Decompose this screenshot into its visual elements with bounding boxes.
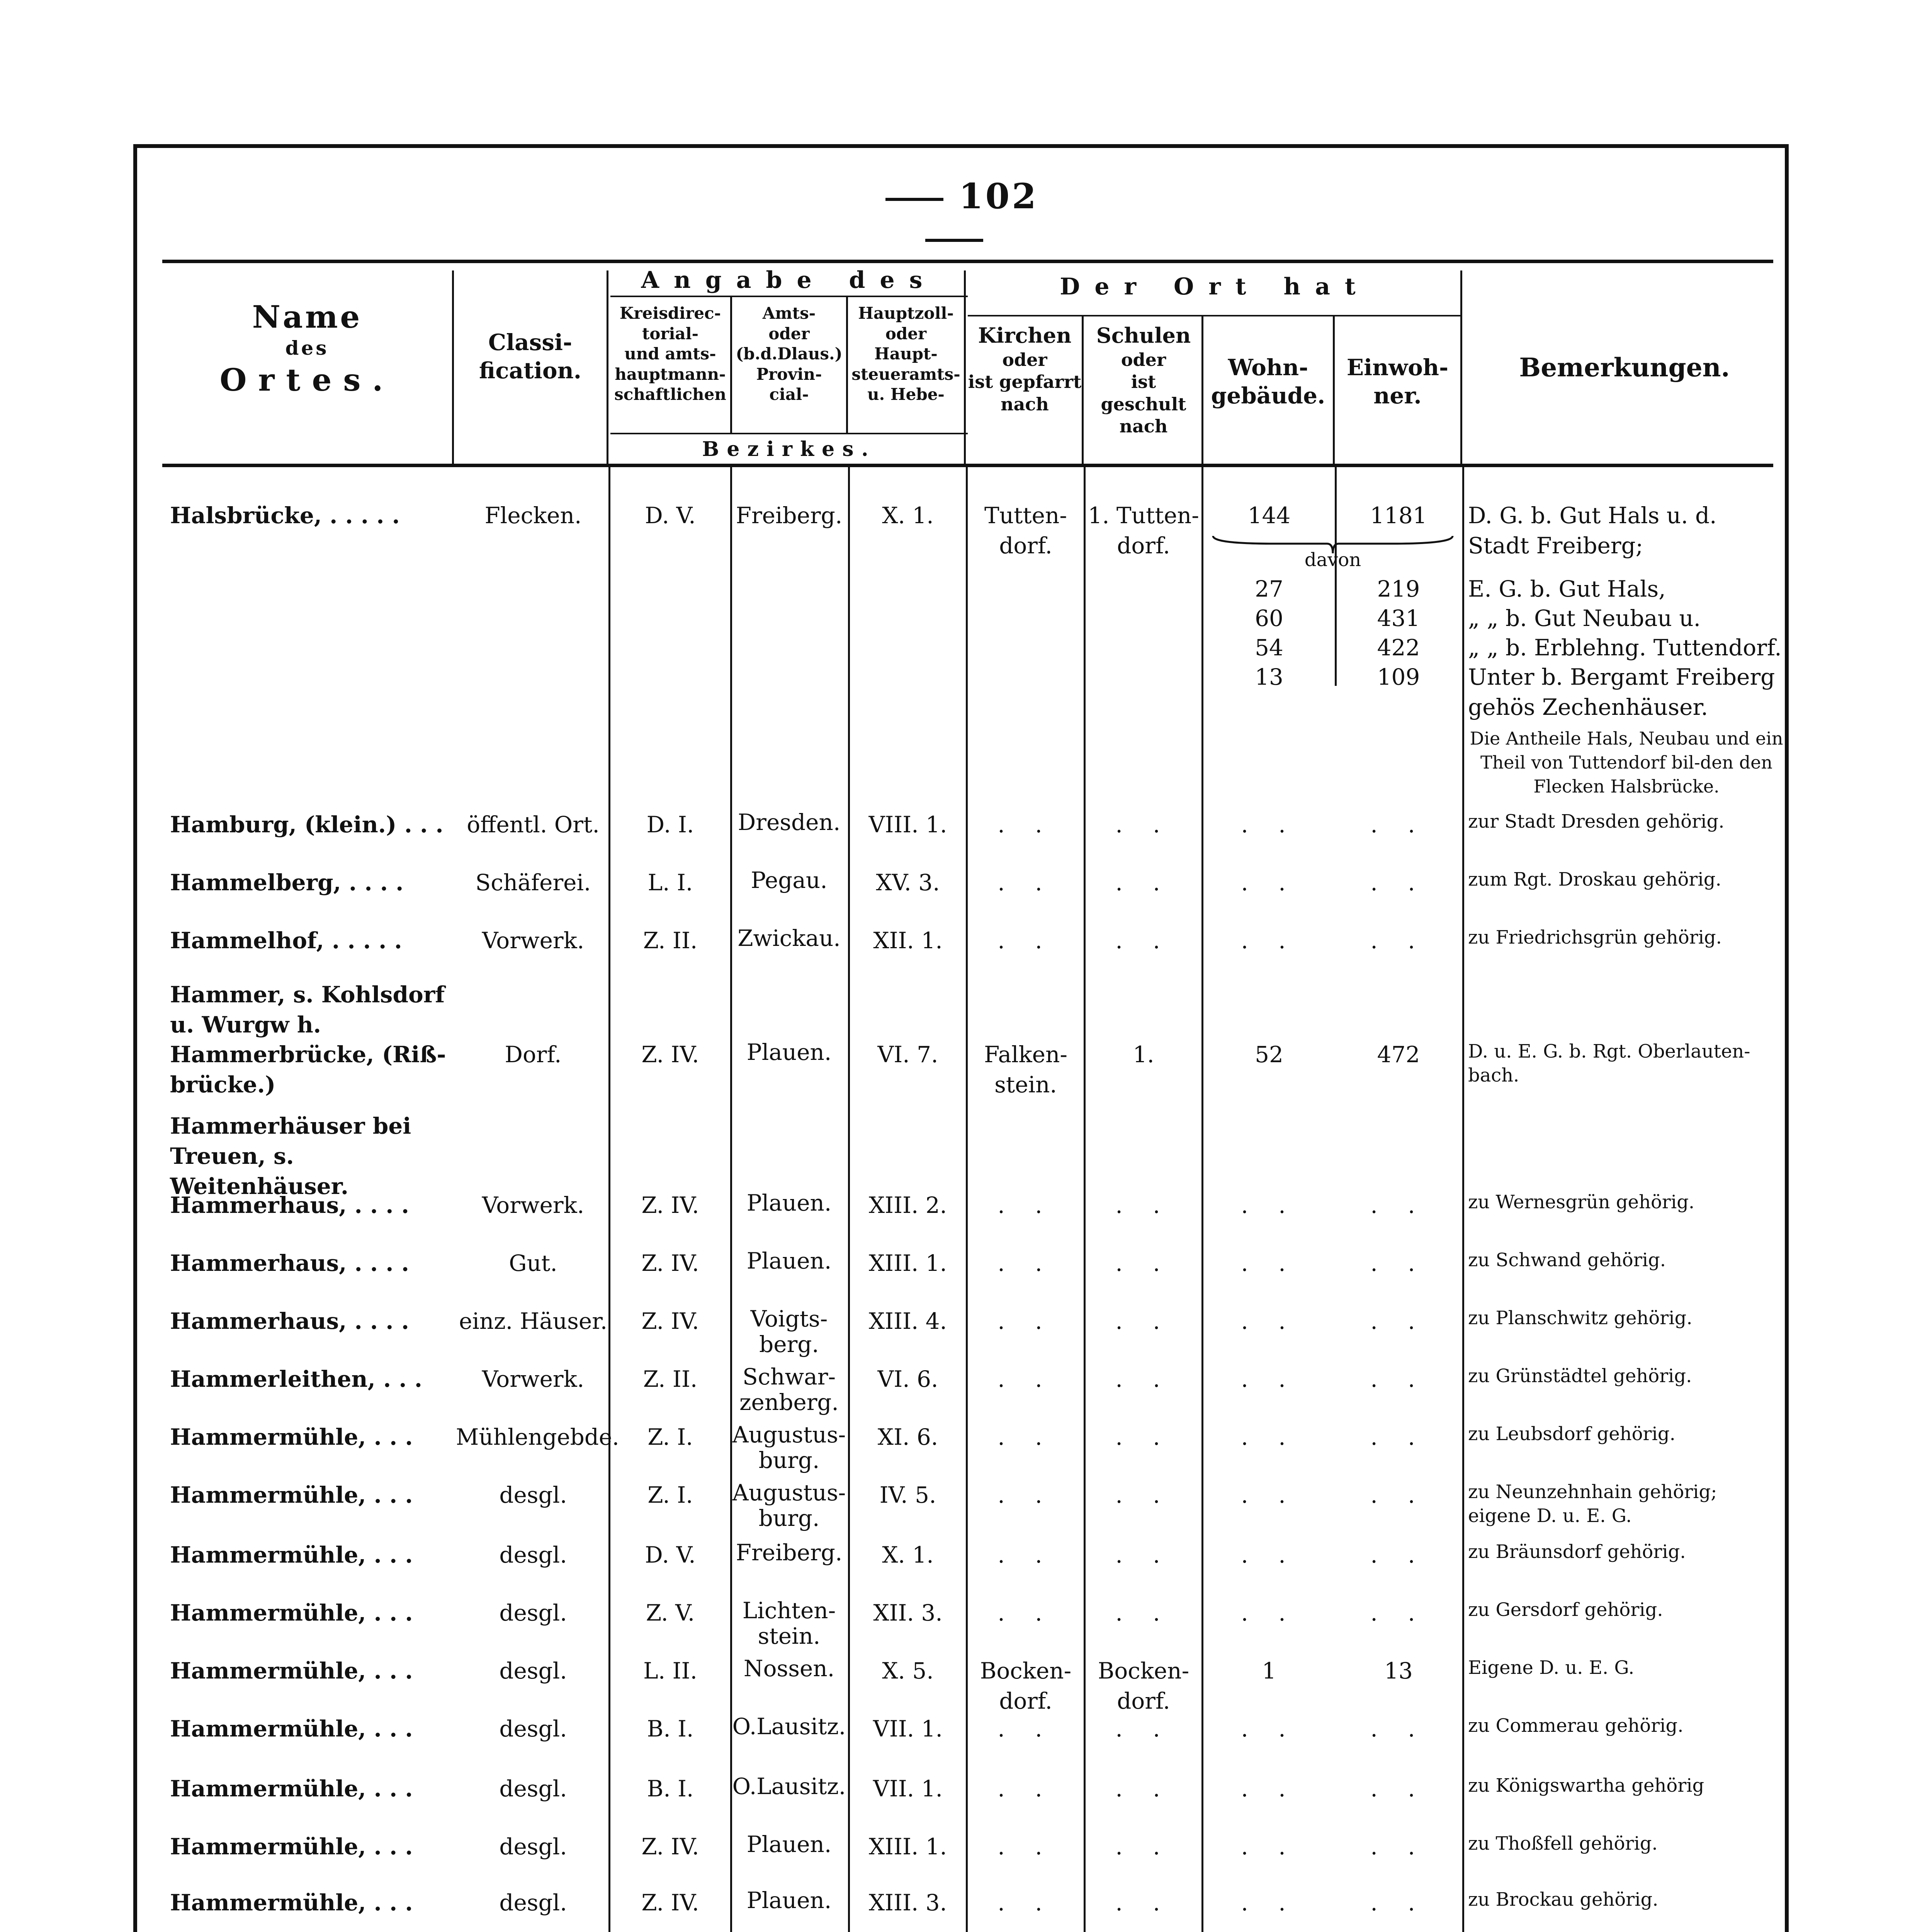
row-bem: D. u. E. G. b. Rgt. Oberlauten-bach. <box>1468 1041 1750 1086</box>
bezirkes-overline <box>610 433 968 434</box>
row-sch: . . <box>1115 1776 1172 1802</box>
hdr-amt-l1: Amts- <box>762 304 816 323</box>
row-sch: . . <box>1115 927 1172 954</box>
halsbruecke-sub-bem: „ „ b. Erblehng. Tuttendorf. <box>1468 634 1782 661</box>
row-ein: 472 <box>1377 1041 1420 1068</box>
row-kr: D. I. <box>646 811 694 838</box>
row-name: Hammerleithen, . . . <box>170 1366 422 1392</box>
row-amt: Plauen. <box>746 1887 832 1913</box>
row-bem: zu Wernesgrün gehörig. <box>1468 1191 1695 1213</box>
row-ein: 13 <box>1384 1658 1413 1684</box>
row-name: Hammermühle, . . . <box>170 1776 413 1802</box>
row-bem: zu Commerau gehörig. <box>1468 1715 1684 1736</box>
row-ein: . . <box>1370 1889 1427 1916</box>
hdr-name-l1: Name <box>252 299 362 335</box>
row-name: Hammermühle, . . . <box>170 1833 413 1860</box>
hdr-kreis <box>610 303 730 405</box>
row-sch: 1. <box>1133 1041 1154 1068</box>
row-woh: . . <box>1241 1889 1297 1916</box>
row-cls: Vorwerk. <box>482 927 585 954</box>
row-kr: B. I. <box>647 1776 694 1802</box>
row-sch: . . <box>1115 1600 1172 1626</box>
row-hz: XIII. 1. <box>868 1833 947 1860</box>
row-ki: . . <box>997 1366 1054 1392</box>
row-ein: . . <box>1370 1482 1427 1508</box>
halsbruecke-sub-ein: 431 <box>1377 605 1420 631</box>
hdr-einw-l1: Einwoh- <box>1346 354 1449 381</box>
halsbruecke-sub-ein: 422 <box>1377 634 1420 661</box>
hdr-schulen <box>1086 323 1201 438</box>
row-woh: . . <box>1241 1250 1297 1276</box>
row-kr: Z. II. <box>643 1366 698 1392</box>
row-ein: . . <box>1370 1600 1427 1626</box>
row-bem: zu Friedrichsgrün gehörig. <box>1468 927 1722 948</box>
hdr-kirchen-l4: nach <box>1001 393 1049 415</box>
halsbruecke-note: Die Antheile Hals, Neubau und ein Theil von Tuttendorf bil-den den Flecken Halsbrücke. <box>1470 728 1783 797</box>
header-bottom-rule <box>162 464 1773 467</box>
row-woh: . . <box>1241 1424 1297 1450</box>
row-cls: desgl. <box>499 1542 567 1568</box>
row-amt: Augustus-burg. <box>732 1422 846 1473</box>
row-cls: Schäferei. <box>475 869 591 896</box>
row-ein: . . <box>1370 1716 1427 1742</box>
hdr-kreis-l4: hauptmann- <box>615 364 726 384</box>
hdr-schulen-l3: ist geschult <box>1101 371 1186 415</box>
row-ki: Falken-stein. <box>984 1041 1067 1098</box>
row-woh: . . <box>1241 1542 1297 1568</box>
row-ein: . . <box>1370 1192 1427 1218</box>
row-cls: Dorf. <box>505 1041 562 1068</box>
hdr-schulen-l1: Schulen <box>1096 323 1191 348</box>
halsbruecke-sub-ein: 219 <box>1377 576 1420 602</box>
row-amt: Lichten-stein. <box>742 1597 836 1649</box>
row-name: Hammelberg, . . . . <box>170 869 404 896</box>
row-sch: . . <box>1115 1366 1172 1392</box>
row-bem: Eigene D. u. E. G. <box>1468 1657 1635 1679</box>
row-ki: . . <box>997 1716 1054 1742</box>
row-sch: . . <box>1115 811 1172 838</box>
row-bem: zu Neunzehnhain gehörig; eigene D. u. E. G. <box>1468 1481 1717 1527</box>
row-ki: . . <box>997 1192 1054 1218</box>
row-name: Hammerhaus, . . . . <box>170 1192 409 1218</box>
row-class: Flecken. <box>484 502 582 529</box>
row-cls: desgl. <box>499 1776 567 1802</box>
row-amt: Plauen. <box>746 1190 832 1216</box>
row-kr: Z. IV. <box>641 1889 699 1916</box>
row-hz: XV. 3. <box>876 869 940 896</box>
row-ki: . . <box>997 811 1054 838</box>
row-hz: XIII. 1. <box>868 1250 947 1276</box>
row-kr: Z. IV. <box>641 1833 699 1860</box>
row-kr: L. II. <box>643 1658 697 1684</box>
row-name: Hammer, s. Kohlsdorf u. Wurgw h. <box>170 981 445 1038</box>
hdr-amt-l2: oder <box>768 324 810 343</box>
row-amt: Dresden. <box>737 809 841 835</box>
row-ein: . . <box>1370 1366 1427 1392</box>
row-ein: . . <box>1370 1542 1427 1568</box>
row-name: Hammermühle, . . . <box>170 1600 413 1626</box>
row-woh: 52 <box>1255 1041 1283 1068</box>
row-bem: zu Gersdorf gehörig. <box>1468 1599 1663 1621</box>
hdr-haupt <box>848 303 964 405</box>
row-cls: öffentl. Ort. <box>467 811 600 838</box>
halsbruecke-sub-woh: 13 <box>1255 664 1283 690</box>
row-woh: . . <box>1241 927 1297 954</box>
row-cls: desgl. <box>499 1600 567 1626</box>
row-sch: Bocken-dorf. <box>1098 1658 1190 1714</box>
row-cls: Vorwerk. <box>482 1366 585 1392</box>
row-woh: . . <box>1241 1308 1297 1334</box>
row-amt: Plauen. <box>746 1039 832 1065</box>
row-cls: desgl. <box>499 1716 567 1742</box>
halsbruecke-sub-woh: 60 <box>1255 605 1283 631</box>
row-name: Hammermühle, . . . <box>170 1424 413 1450</box>
row-cls: desgl. <box>499 1833 567 1860</box>
row-name: Hammerhäuser bei Treuen, s. Weitenhäuser. <box>170 1113 411 1199</box>
row-kr: Z. IV. <box>641 1192 699 1218</box>
row-sch: . . <box>1115 1424 1172 1450</box>
hdr-v6 <box>1082 315 1084 466</box>
row-ki: . . <box>997 1542 1054 1568</box>
hdr-bezirkes: Bezirkes. <box>702 437 876 461</box>
hdr-haupt-l3: Haupt- <box>874 344 938 363</box>
row-hz: XII. 1. <box>873 927 943 954</box>
row-bem: zum Rgt. Droskau gehörig. <box>1468 869 1721 890</box>
ort-hat-underline <box>968 315 1462 316</box>
hdr-name-l3: Ortes. <box>219 361 395 398</box>
row-kreis: D. V. <box>645 502 696 529</box>
hdr-einw-l2: ner. <box>1373 382 1422 409</box>
row-name: Hammerhaus, . . . . <box>170 1250 409 1276</box>
row-bem: zu Leubsdorf gehörig. <box>1468 1423 1675 1445</box>
row-hz: VI. 7. <box>877 1041 938 1068</box>
hdr-haupt-l1: Hauptzoll- <box>858 304 954 323</box>
row-name: Hammelhof, . . . . . <box>170 927 402 954</box>
row-woh: 1 <box>1262 1658 1276 1684</box>
hdr-haupt-l2: oder <box>885 324 927 343</box>
hdr-name-l2: des <box>285 337 329 359</box>
row-woh: . . <box>1241 1366 1297 1392</box>
row-ein: . . <box>1370 811 1427 838</box>
row-kr: L. I. <box>647 869 693 896</box>
hdr-kreis-l1: Kreisdirec- <box>619 304 721 323</box>
row-amt: Augustus-burg. <box>732 1480 846 1531</box>
halsbruecke-sub-woh: 27 <box>1255 576 1283 602</box>
row-ki: . . <box>997 1776 1054 1802</box>
row-kirche: Tutten-dorf. <box>984 502 1067 559</box>
row-amt: Schwar-zenberg. <box>739 1364 839 1415</box>
row-name: Hammermühle, . . . <box>170 1889 413 1916</box>
halsbruecke-sub-bem: „ „ b. Gut Neubau u. <box>1468 605 1701 631</box>
row-amt: O.Lausitz. <box>732 1713 846 1740</box>
row-cls: einz. Häuser. <box>459 1308 608 1334</box>
row-cls: desgl. <box>499 1482 567 1508</box>
row-bem: zu Grünstädtel gehörig. <box>1468 1365 1692 1387</box>
row-woh: . . <box>1241 811 1297 838</box>
hdr-schulen-l4: nach <box>1119 416 1168 437</box>
hdr-kirchen-l1: Kirchen <box>978 323 1072 348</box>
header-top-rule <box>162 260 1773 263</box>
row-ki: . . <box>997 1482 1054 1508</box>
row-kr: Z. IV. <box>641 1041 699 1068</box>
row-amt: O.Lausitz. <box>732 1773 846 1799</box>
row-hauptzoll: X. 1. <box>882 502 934 529</box>
row-ki: . . <box>997 1424 1054 1450</box>
dash-right <box>925 239 983 242</box>
row-sch: . . <box>1115 1542 1172 1568</box>
row-woh: . . <box>1241 869 1297 896</box>
angabe-underline <box>610 296 968 297</box>
row-woh: . . <box>1241 1833 1297 1860</box>
row-kr: Z. V. <box>646 1600 695 1626</box>
row-ein: . . <box>1370 927 1427 954</box>
row-ki: Bocken-dorf. <box>980 1658 1072 1714</box>
row-sch: . . <box>1115 1889 1172 1916</box>
hdr-v2 <box>607 270 608 466</box>
row-ein: . . <box>1370 1308 1427 1334</box>
hdr-kirchen-l3: ist gepfarrt <box>968 371 1082 392</box>
row-woh: . . <box>1241 1192 1297 1218</box>
hdr-class <box>454 328 607 384</box>
row-sch: . . <box>1115 1250 1172 1276</box>
row-sch: . . <box>1115 1192 1172 1218</box>
hdr-kreis-l5: schaftlichen <box>614 385 726 404</box>
row-amt: Zwickau. <box>737 925 841 951</box>
halsbruecke-sub-ein: 109 <box>1377 664 1420 690</box>
hdr-haupt-l4: steueramts- <box>851 364 960 384</box>
hdr-angabe: Angabe des <box>641 267 937 294</box>
hdr-schulen-l2: oder <box>1121 349 1166 370</box>
row-ki: . . <box>997 1308 1054 1334</box>
row-sch: . . <box>1115 1833 1172 1860</box>
row-ein: . . <box>1370 1776 1427 1802</box>
row-cls: Mühlengebde. <box>456 1424 619 1450</box>
row-ki: . . <box>997 1889 1054 1916</box>
row-ki: . . <box>997 927 1054 954</box>
row-sch: . . <box>1115 1308 1172 1334</box>
row-einw: 1181 <box>1370 502 1427 529</box>
row-woh: . . <box>1241 1600 1297 1626</box>
row-hz: VIII. 1. <box>868 811 947 838</box>
row-hz: XI. 6. <box>877 1424 938 1450</box>
row-kr: D. V. <box>645 1542 696 1568</box>
row-name: Hammermühle, . . . <box>170 1716 413 1742</box>
row-cls: desgl. <box>499 1889 567 1916</box>
hdr-amt <box>732 303 846 405</box>
row-hz: X. 1. <box>882 1542 934 1568</box>
hdr-kreis-l2: torial- <box>642 324 699 343</box>
row-cls: desgl. <box>499 1658 567 1684</box>
row-name: Halsbrücke, . . . . . <box>170 502 400 529</box>
row-ki: . . <box>997 1600 1054 1626</box>
row-hz: XII. 3. <box>873 1600 943 1626</box>
hdr-wohn-l1: Wohn- <box>1228 354 1308 381</box>
row-bemerkung: D. G. b. Gut Hals u. d. Stadt Freiberg; <box>1468 502 1717 559</box>
row-kr: B. I. <box>647 1716 694 1742</box>
row-amt: Voigts-berg. <box>750 1306 828 1357</box>
row-ein: . . <box>1370 1250 1427 1276</box>
row-ein: . . <box>1370 1833 1427 1860</box>
row-hz: VII. 1. <box>873 1776 943 1802</box>
row-woh: . . <box>1241 1482 1297 1508</box>
hdr-ort-hat: Der Ort hat <box>1060 273 1370 300</box>
row-name: Hammermühle, . . . <box>170 1482 413 1508</box>
hdr-amt-l5: cial- <box>769 385 809 404</box>
row-amt: Pegau. <box>751 867 828 893</box>
row-bem: zu Schwand gehörig. <box>1468 1249 1666 1271</box>
page-number <box>838 176 1070 258</box>
row-ein: . . <box>1370 869 1427 896</box>
hdr-class-l1: Classi- <box>488 329 573 355</box>
row-ein: . . <box>1370 1424 1427 1450</box>
row-cls: Gut. <box>509 1250 557 1276</box>
row-hz: XIII. 2. <box>868 1192 947 1218</box>
row-kr: Z. I. <box>647 1482 693 1508</box>
row-name: Hamburg, (klein.) . . . <box>170 811 444 838</box>
row-woh: . . <box>1241 1776 1297 1802</box>
row-kr: Z. IV. <box>641 1250 699 1276</box>
hdr-amt-l3: (b.d.Dlaus.) <box>736 344 843 363</box>
row-hz: IV. 5. <box>879 1482 936 1508</box>
row-kr: Z. IV. <box>641 1308 699 1334</box>
row-name: Hammermühle, . . . <box>170 1658 413 1684</box>
row-hz: XIII. 3. <box>868 1889 947 1916</box>
row-amt: Nossen. <box>743 1655 835 1682</box>
row-amt: Plauen. <box>746 1248 832 1274</box>
row-amt: Freiberg. <box>736 502 843 529</box>
row-amt: Plauen. <box>746 1831 832 1857</box>
row-kr: Z. II. <box>643 927 698 954</box>
row-amt: Freiberg. <box>736 1539 843 1566</box>
hdr-kirchen-l2: oder <box>1002 349 1047 370</box>
halsbruecke-sub-woh: 54 <box>1255 634 1283 661</box>
row-ki: . . <box>997 1833 1054 1860</box>
hdr-amt-l4: Provin- <box>756 364 822 384</box>
row-bem: zu Thoßfell gehörig. <box>1468 1833 1658 1854</box>
halsbruecke-sub-bem: Unter b. Bergamt Freiberg gehös Zechenhäuser. <box>1468 664 1775 720</box>
hdr-name <box>162 298 452 399</box>
hdr-kirchen <box>968 323 1082 415</box>
row-bem: zur Stadt Dresden gehörig. <box>1468 811 1725 832</box>
row-hz: VI. 6. <box>877 1366 938 1392</box>
row-bem: zu Königswartha gehörig <box>1468 1775 1704 1796</box>
row-schule: 1. Tutten-dorf. <box>1088 502 1199 559</box>
row-sch: . . <box>1115 869 1172 896</box>
row-cls: Vorwerk. <box>482 1192 585 1218</box>
hdr-haupt-l5: u. Hebe- <box>867 385 945 404</box>
page-number-text: 102 <box>959 176 1038 217</box>
hdr-kreis-l3: und amts- <box>624 344 716 363</box>
row-hz: VII. 1. <box>873 1716 943 1742</box>
row-ki: . . <box>997 1250 1054 1276</box>
row-name: Hammerbrücke, (Riß-brücke.) <box>170 1041 446 1098</box>
row-hz: X. 5. <box>882 1658 934 1684</box>
row-wohn: 144 <box>1247 502 1291 529</box>
body-v8 <box>1462 466 1464 1932</box>
hdr-wohn-l2: gebäude. <box>1211 382 1325 409</box>
row-sch: . . <box>1115 1482 1172 1508</box>
hdr-class-l2: fication. <box>479 357 581 384</box>
row-sch: . . <box>1115 1716 1172 1742</box>
row-bem: zu Bräunsdorf gehörig. <box>1468 1541 1686 1563</box>
dash-left <box>885 198 943 201</box>
row-ki: . . <box>997 869 1054 896</box>
row-bem: zu Brockau gehörig. <box>1468 1889 1659 1910</box>
row-hz: XIII. 4. <box>868 1308 947 1334</box>
hdr-wohn <box>1203 354 1333 410</box>
davon-label: davon <box>1304 549 1361 571</box>
hdr-einw <box>1335 354 1460 410</box>
row-name: Hammerhaus, . . . . <box>170 1308 409 1334</box>
hdr-bemerkungen: Bemerkungen. <box>1519 352 1730 383</box>
row-woh: . . <box>1241 1716 1297 1742</box>
row-name: Hammermühle, . . . <box>170 1542 413 1568</box>
halsbruecke-sub-bem: E. G. b. Gut Hals, <box>1468 576 1666 602</box>
row-kr: Z. I. <box>647 1424 693 1450</box>
row-bem: zu Planschwitz gehörig. <box>1468 1307 1692 1329</box>
